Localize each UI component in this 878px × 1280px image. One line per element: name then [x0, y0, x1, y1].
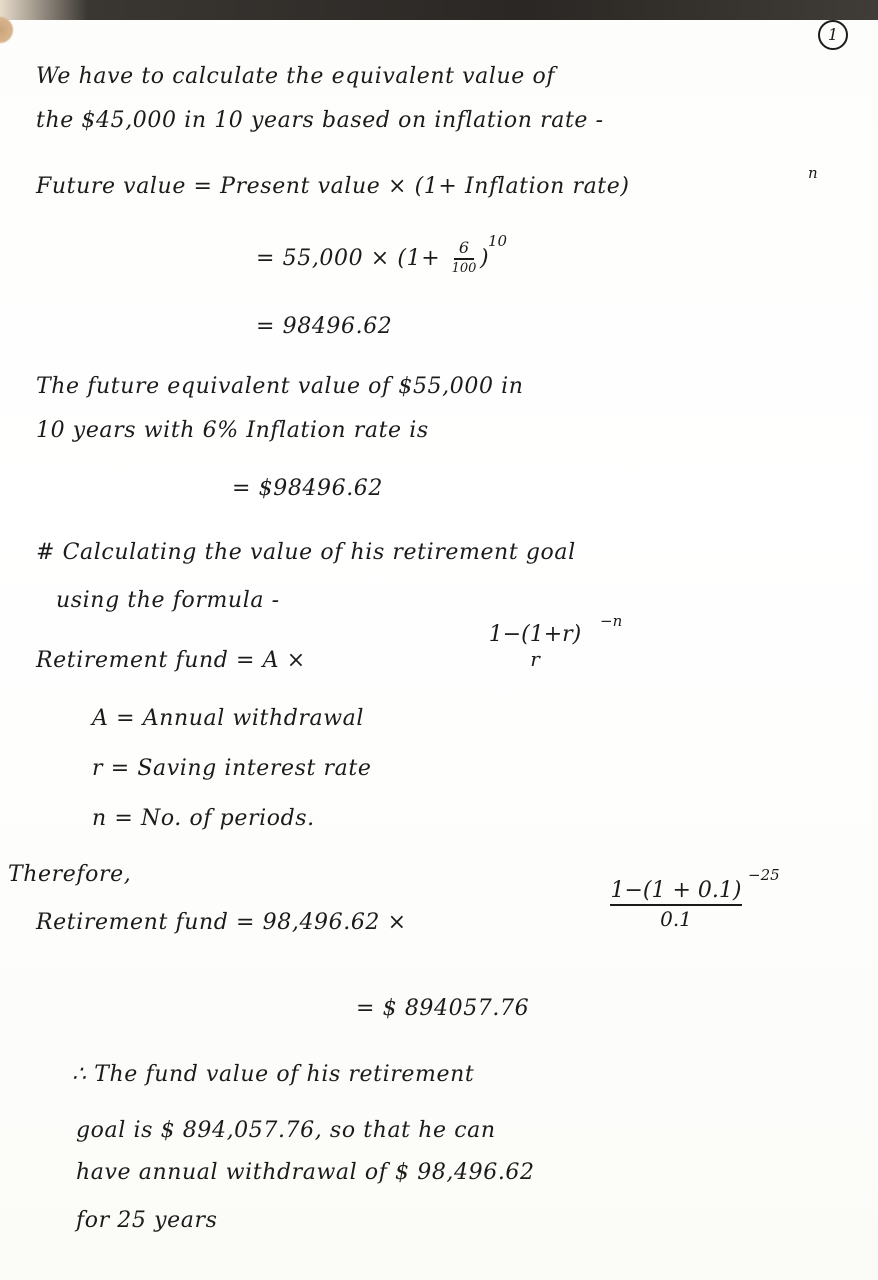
- final-line-2: goal is $ 894,057.76, so that he can: [76, 1118, 496, 1143]
- variable-r: r = Saving interest rate: [92, 756, 372, 781]
- future-value-result: = 98496.62: [256, 314, 393, 339]
- intro-line-1: We have to calculate the equivalent value of: [36, 64, 556, 89]
- retirement-substitution: Retirement fund = 98,496.62 ×: [36, 910, 407, 935]
- fraction-bar: [454, 258, 474, 260]
- inflation-fraction: [450, 238, 478, 276]
- therefore-line: Therefore,: [8, 862, 132, 887]
- substitution-exponent: 10: [488, 232, 508, 250]
- substitution-numerator: 1−(1 + 0.1): [610, 878, 742, 903]
- page-number: 1: [818, 20, 848, 50]
- intro-line-2: the $45,000 in 10 years based on inflation rate -: [36, 108, 604, 133]
- retirement-formula: Retirement fund = A ×: [36, 648, 306, 673]
- variable-a: A = Annual withdrawal: [92, 706, 365, 731]
- inflation-denominator: 100: [451, 261, 477, 276]
- annuity-numerator: 1−(1+r): [488, 622, 582, 647]
- final-line-4: for 25 years: [76, 1208, 218, 1233]
- inflation-numerator: 6: [458, 238, 470, 257]
- final-line-1: ∴ The fund value of his retirement: [72, 1062, 475, 1087]
- annuity-exponent: −n: [600, 612, 623, 630]
- substitution-denominator: 0.1: [660, 907, 692, 931]
- conclusion-line-2: 10 years with 6% Inflation rate is: [36, 418, 429, 443]
- substitution-exponent-25: −25: [748, 866, 780, 884]
- future-value-formula: Future value = Present value × (1+ Inflation rate): [36, 174, 630, 199]
- fraction-bar: [610, 904, 742, 906]
- substitution-fraction: [606, 878, 746, 931]
- fund-result: = $ 894057.76: [356, 996, 530, 1021]
- conclusion-line-1: The future equivalent value of $55,000 in: [36, 374, 524, 399]
- conclusion-result: = $98496.62: [232, 476, 383, 501]
- variable-n: n = No. of periods.: [92, 806, 315, 831]
- substitution-line: = 55,000 × (1+: [256, 246, 441, 271]
- photo-edge-left: [0, 0, 14, 60]
- formula-exponent: n: [808, 164, 818, 182]
- photo-edge-top: [0, 0, 878, 20]
- final-line-3: have annual withdrawal of $ 98,496.62: [76, 1160, 535, 1185]
- annuity-fraction: [470, 622, 600, 671]
- section-subheading: using the formula -: [56, 588, 280, 613]
- annuity-denominator: r: [530, 647, 540, 671]
- substitution-close: ): [480, 246, 490, 271]
- section-heading: # Calculating the value of his retirement goal: [36, 540, 576, 565]
